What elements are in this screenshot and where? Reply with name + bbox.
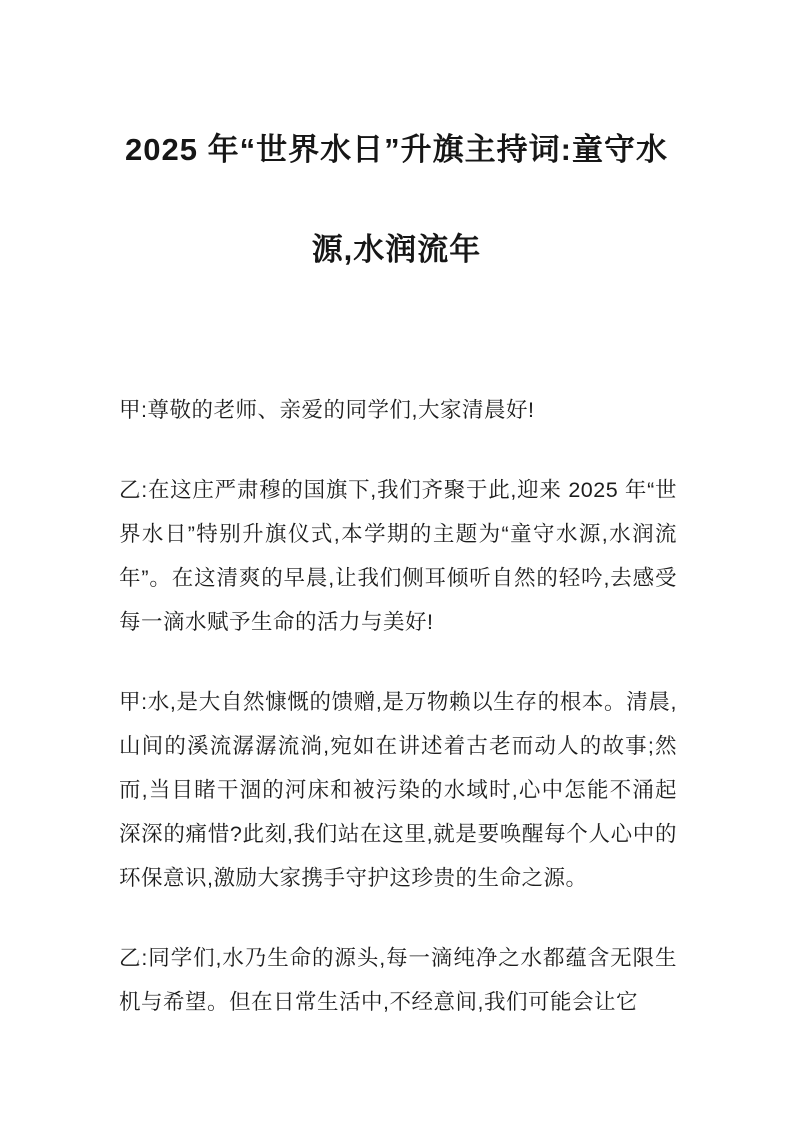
title-line-2: 源,水润流年 <box>311 232 482 267</box>
paragraph-speaker-a-water-tribute: 甲:水,是大自然慷慨的馈赠,是万物赖以生存的根本。清晨,山间的溪流潺潺流淌,宛如在讲述着古老而动人的故事;然而,当目睹干涸的河床和被污染的水域时,心中怎能不涌起深深的痛惜?此刻,我们站在这里,就是要唤醒每个人心中的环保意识,激励大家携手守护这珍贵的生命之源。 <box>119 690 677 890</box>
paragraph-speaker-b-intro: 乙:在这庄严肃穆的国旗下,我们齐聚于此,迎来 2025 年“世界水日”特别升旗仪式,本学期的主题为“童守水源,水润流年”。在这清爽的早晨,让我们侧耳倾听自然的轻吟,去感受每一滴水赋予生命的活力与美好! <box>119 478 677 634</box>
document-body <box>119 388 677 1024</box>
title-line-1: 2025 年“世界水日”升旗主持词:童守水 <box>125 132 668 167</box>
document-title <box>60 100 733 300</box>
paragraph-speaker-b-water-source: 乙:同学们,水乃生命的源头,每一滴纯净之水都蕴含无限生机与希望。但在日常生活中,不经意间,我们可能会让它 <box>119 946 677 1014</box>
paragraph-speaker-a-greeting: 甲:尊敬的老师、亲爱的同学们,大家清晨好! <box>119 398 535 422</box>
